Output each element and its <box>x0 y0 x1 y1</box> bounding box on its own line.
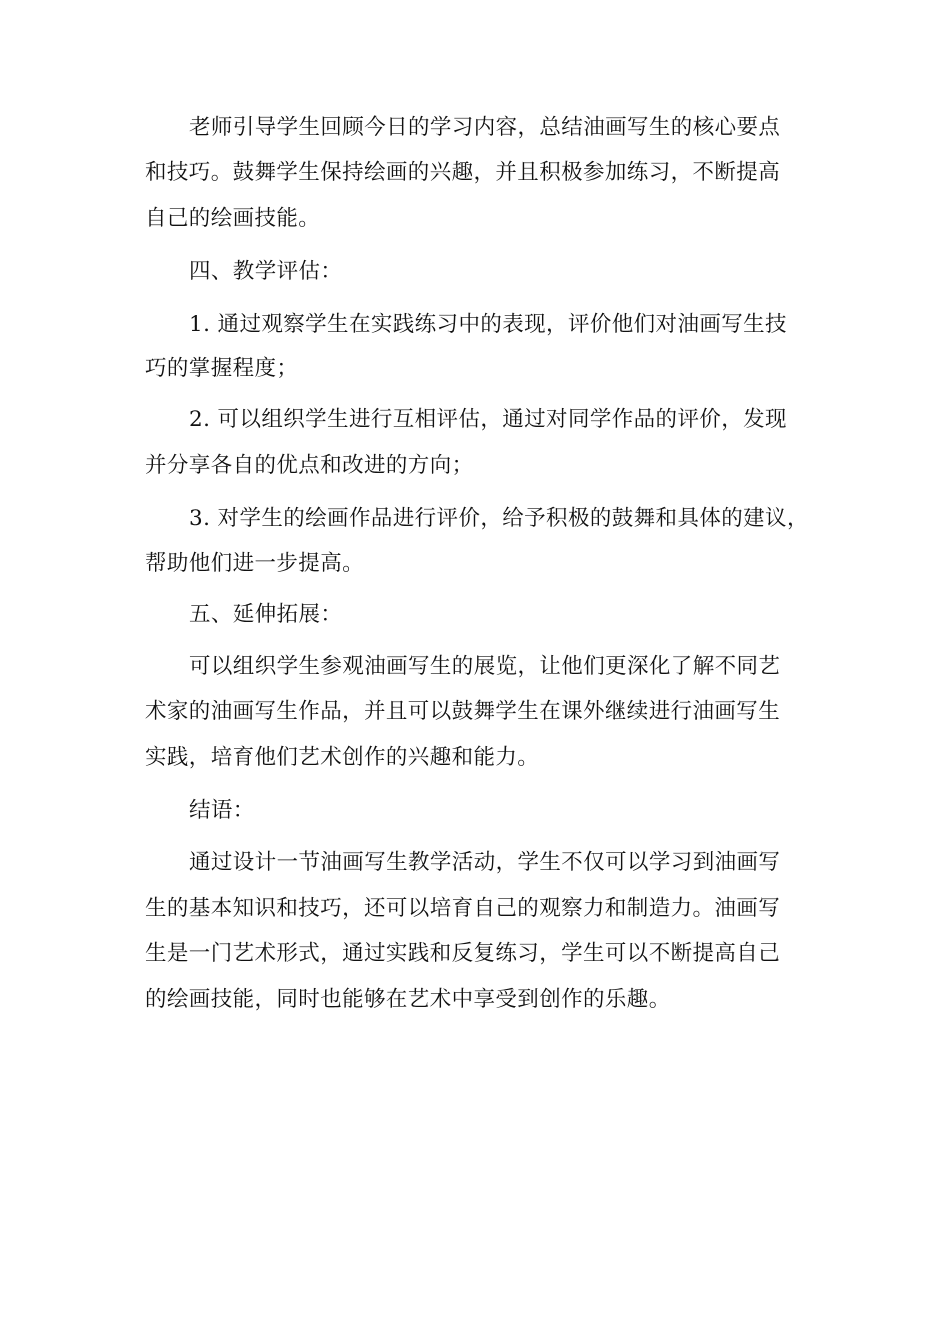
paragraph-conclusion-line-2: 生的基本知识和技巧，还可以培育自己的观察力和制造力。油画写 <box>145 896 781 921</box>
evaluation-item-1-line-2: 巧的掌握程度； <box>145 356 299 381</box>
section-heading-evaluation: 四、教学评估： <box>189 259 343 284</box>
section-heading-extension: 五、延伸拓展： <box>189 602 343 627</box>
paragraph-extension-line-2: 术家的油画写生作品，并且可以鼓舞学生在课外继续进行油画写生 <box>145 699 781 724</box>
paragraph-extension-line-3: 实践，培育他们艺术创作的兴趣和能力。 <box>145 745 540 770</box>
paragraph-extension-line-1: 可以组织学生参观油画写生的展览，让他们更深化了解不同艺 <box>189 654 781 679</box>
evaluation-item-3-line-1: 3. 对学生的绘画作品进行评价，给予积极的鼓舞和具体的建议， <box>189 506 809 531</box>
paragraph-conclusion-line-3: 生是一门艺术形式，通过实践和反复练习，学生可以不断提高自己 <box>145 941 781 966</box>
paragraph-conclusion-line-1: 通过设计一节油画写生教学活动，学生不仅可以学习到油画写 <box>189 850 781 875</box>
paragraph-review-line-3: 自己的绘画技能。 <box>145 206 321 231</box>
evaluation-item-1-line-1: 1. 通过观察学生在实践练习中的表现，评价他们对油画写生技 <box>189 312 787 337</box>
paragraph-review-line-1: 老师引导学生回顾今日的学习内容，总结油画写生的核心要点 <box>189 115 781 140</box>
evaluation-item-2-line-1: 2. 可以组织学生进行互相评估，通过对同学作品的评价，发现 <box>189 407 787 432</box>
evaluation-item-3-line-2: 帮助他们进一步提高。 <box>145 551 365 576</box>
paragraph-conclusion-line-4: 的绘画技能，同时也能够在艺术中享受到创作的乐趣。 <box>145 987 671 1012</box>
evaluation-item-2-line-2: 并分享各自的优点和改进的方向； <box>145 453 474 478</box>
section-heading-conclusion: 结语： <box>189 798 255 823</box>
paragraph-review-line-2: 和技巧。鼓舞学生保持绘画的兴趣，并且积极参加练习，不断提高 <box>145 160 781 185</box>
